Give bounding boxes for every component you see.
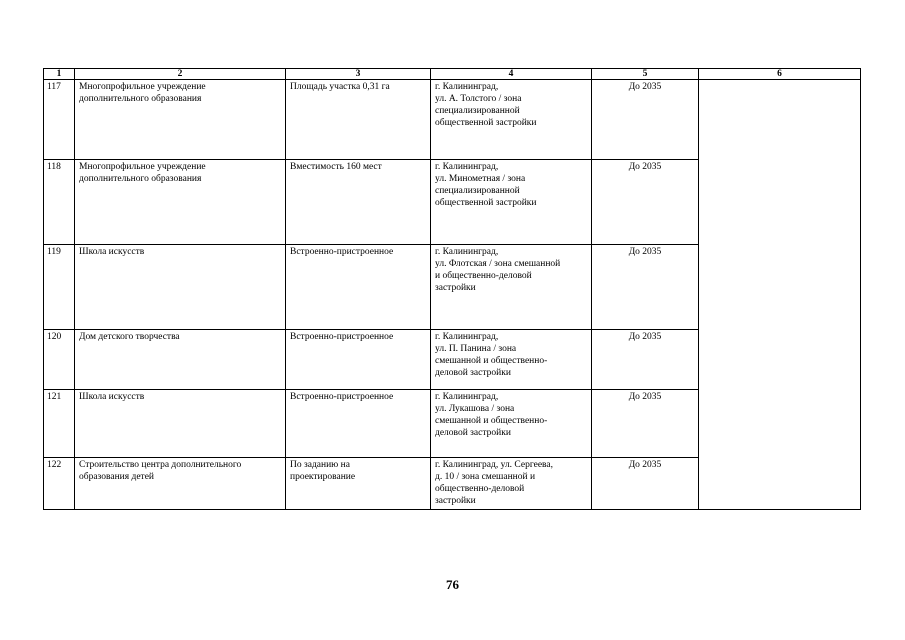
document-table bbox=[43, 68, 861, 510]
row-number: 121 bbox=[44, 390, 75, 458]
facility-location: г. Калининград, ул. Сергеева, д. 10 / зона смешанной и общественно-деловой застройки bbox=[431, 458, 592, 510]
column-header-4: 4 bbox=[431, 69, 592, 80]
row-number: 117 bbox=[44, 80, 75, 160]
facility-name: Школа искусств bbox=[75, 390, 286, 458]
row-number: 122 bbox=[44, 458, 75, 510]
facility-parameter: Встроенно-пристроенное bbox=[286, 245, 431, 330]
row-number: 119 bbox=[44, 245, 75, 330]
facility-parameter: По заданию на проектирование bbox=[286, 458, 431, 510]
facility-term: До 2035 bbox=[592, 80, 699, 160]
facility-location: г. Калининград, ул. П. Панина / зона смешанной и общественно- деловой застройки bbox=[431, 330, 592, 390]
row-number: 118 bbox=[44, 160, 75, 245]
facility-location: г. Калининград, ул. А. Толстого / зона специализированной общественной застройки bbox=[431, 80, 592, 160]
facility-term: До 2035 bbox=[592, 390, 699, 458]
facility-name: Строительство центра дополнительного образования детей bbox=[75, 458, 286, 510]
header-row bbox=[44, 69, 861, 80]
column-header-1: 1 bbox=[44, 69, 75, 80]
facility-parameter: Вместимость 160 мест bbox=[286, 160, 431, 245]
column-header-3: 3 bbox=[286, 69, 431, 80]
facility-term: До 2035 bbox=[592, 160, 699, 245]
facility-name: Многопрофильное учреждение дополнительного образования bbox=[75, 80, 286, 160]
facility-name: Многопрофильное учреждение дополнительного образования bbox=[75, 160, 286, 245]
facility-parameter: Встроенно-пристроенное bbox=[286, 390, 431, 458]
facility-location: г. Калининград, ул. Лукашова / зона смешанной и общественно- деловой застройки bbox=[431, 390, 592, 458]
facility-term: До 2035 bbox=[592, 245, 699, 330]
facility-name: Школа искусств bbox=[75, 245, 286, 330]
facility-name: Дом детского творчества bbox=[75, 330, 286, 390]
page-number: 76 bbox=[446, 577, 459, 592]
facility-parameter: Площадь участка 0,31 га bbox=[286, 80, 431, 160]
column-header-2: 2 bbox=[75, 69, 286, 80]
column-header-6: 6 bbox=[699, 69, 861, 80]
table-row bbox=[44, 80, 861, 160]
facility-location: г. Калининград, ул. Минометная / зона специализированной общественной застройки bbox=[431, 160, 592, 245]
column-header-5: 5 bbox=[592, 69, 699, 80]
column-6-cell bbox=[699, 80, 861, 510]
row-number: 120 bbox=[44, 330, 75, 390]
facility-term: До 2035 bbox=[592, 458, 699, 510]
facility-location: г. Калининград, ул. Флотская / зона смешанной и общественно-деловой застройки bbox=[431, 245, 592, 330]
facility-term: До 2035 bbox=[592, 330, 699, 390]
facility-parameter: Встроенно-пристроенное bbox=[286, 330, 431, 390]
